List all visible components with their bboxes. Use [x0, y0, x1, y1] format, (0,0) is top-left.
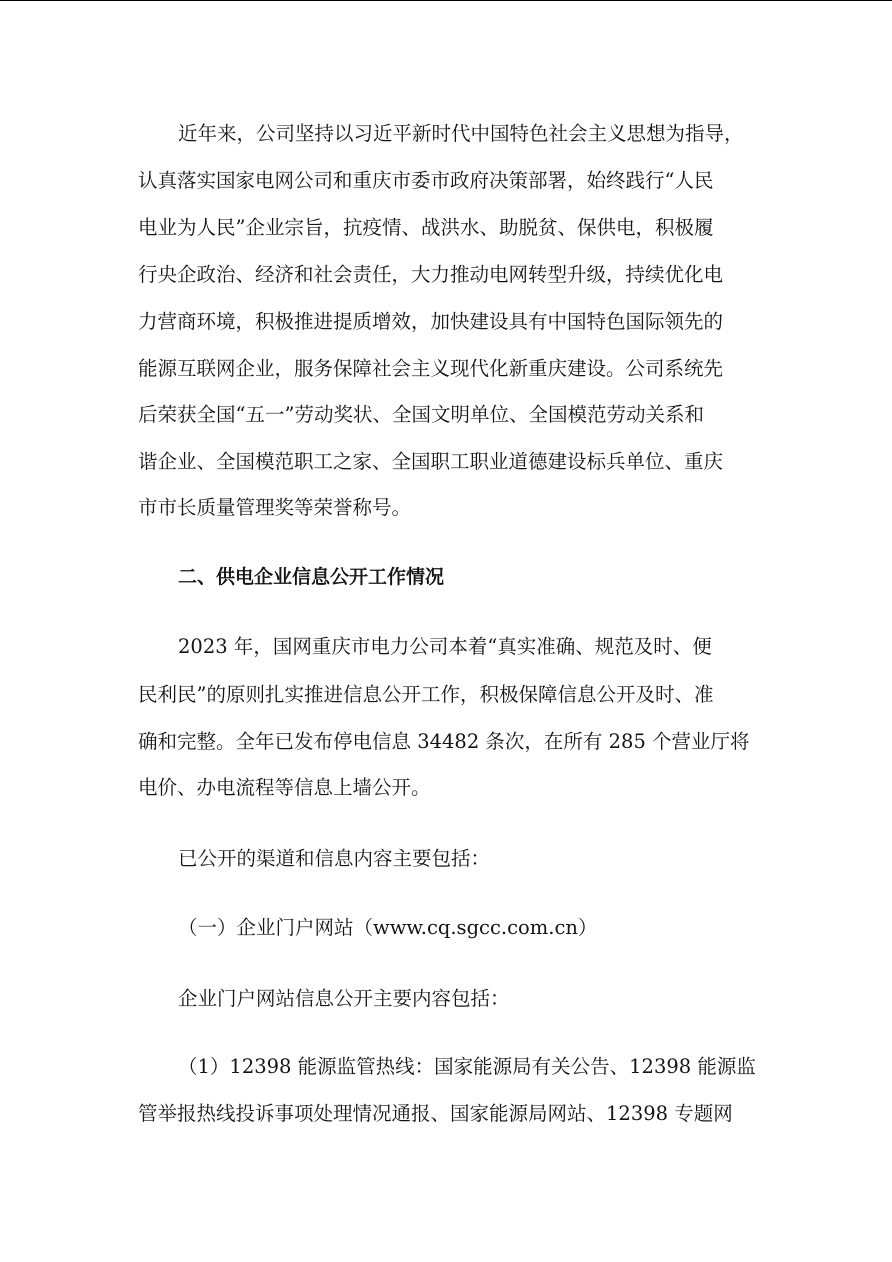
channels-intro: 已公开的渠道和信息内容主要包括：	[178, 847, 491, 870]
paragraph-line: （1）12398 能源监管热线：国家能源局有关公告、12398 能源监	[178, 1055, 756, 1078]
paragraph-line: 行央企政治、经济和社会责任，大力推动电网转型升级，持续优化电	[138, 263, 724, 286]
channel-title: （一）企业门户网站（www.cq.sgcc.com.cn）	[178, 916, 598, 939]
paragraph-line: 确和完整。全年已发布停电信息 34482 条次，在所有 285 个营业厅将	[138, 730, 750, 753]
channel-intro: 企业门户网站信息公开主要内容包括：	[178, 987, 510, 1010]
paragraph-line: 谐企业、全国模范职工之家、全国职工职业道德建设标兵单位、重庆	[138, 450, 724, 473]
paragraph-line: 认真落实国家电网公司和重庆市委市政府决策部署，始终践行“人民	[138, 169, 714, 192]
paragraph-line: 后荣获全国“五一”劳动奖状、全国文明单位、全国模范劳动关系和	[138, 403, 704, 426]
paragraph-line: 能源互联网企业，服务保障社会主义现代化新重庆建设。公司系统先	[138, 357, 724, 380]
paragraph-line: 管举报热线投诉事项处理情况通报、国家能源局网站、12398 专题网	[138, 1102, 733, 1125]
paragraph-line: 市市长质量管理奖等荣誉称号。	[138, 496, 412, 519]
paragraph-line: 2023 年，国网重庆市电力公司本着“真实准确、规范及时、便	[178, 635, 712, 658]
paragraph-line: 力营商环境，积极推进提质增效，加快建设具有中国特色国际领先的	[138, 310, 724, 333]
paragraph-line: 近年来，公司坚持以习近平新时代中国特色社会主义思想为指导，	[178, 122, 744, 145]
paragraph-line: 电业为人民”企业宗旨，抗疫情、战洪水、助脱贫、保供电，积极履	[138, 216, 714, 239]
paragraph-line: 电价、办电流程等信息上墙公开。	[138, 776, 431, 799]
paragraph-line: 民利民”的原则扎实推进信息公开工作，积极保障信息公开及时、准	[138, 683, 714, 706]
section-heading: 二、供电企业信息公开工作情况	[178, 566, 445, 588]
